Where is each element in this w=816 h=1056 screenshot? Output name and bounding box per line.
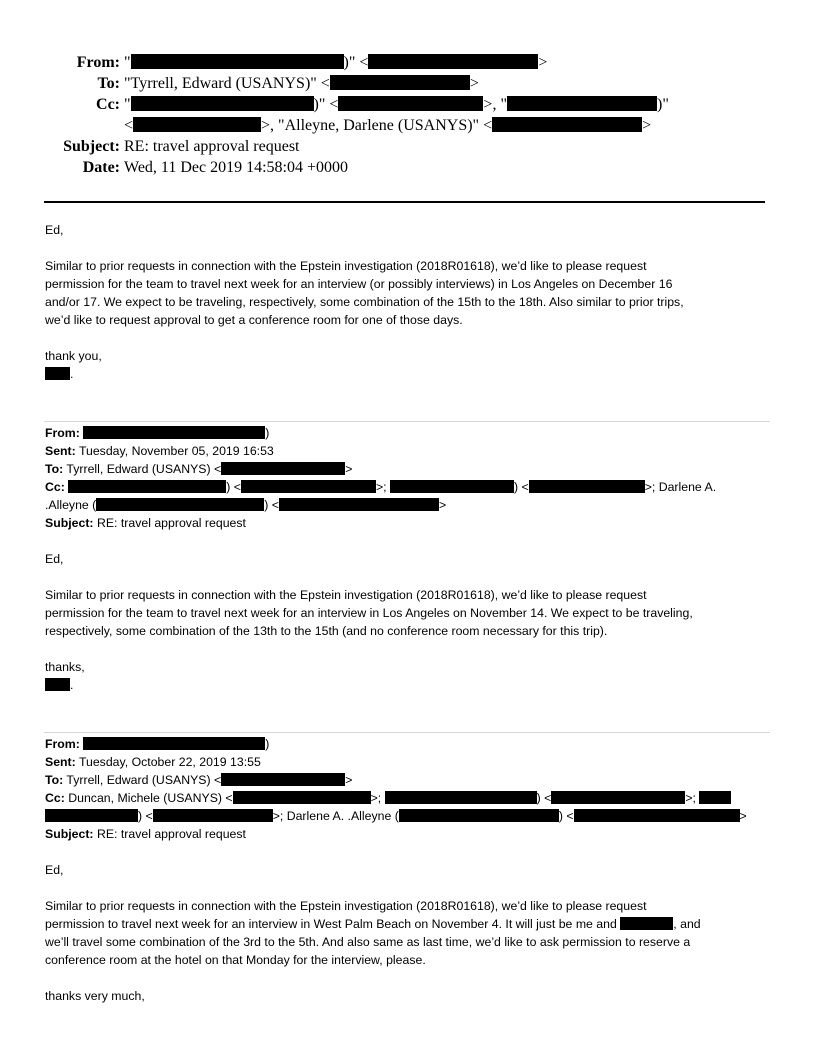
body-line: respectively, some combination of the 13th to the 15th (and no conference room necessary for this trip). [45,624,608,638]
header-from-row: From: " )" < > [76,54,548,71]
body-line: Similar to prior requests in connection with the Epstein investigation (2018R01618), we’d like to please request [45,899,647,913]
date-label: Date: [82,159,120,176]
cc-label: Cc: [96,96,120,113]
message-separator [44,421,770,422]
greeting: Ed, [45,863,64,877]
redaction-box [45,678,70,691]
email3-to: To: Tyrrell, Edward (USANYS) < > [45,773,353,787]
message-body-1 [45,221,775,383]
redaction-box [279,498,439,511]
body-line: Similar to prior requests in connection with the Epstein investigation (2018R01618), we’d like to please request [45,259,647,273]
header-divider [44,201,765,203]
header-to-row: To: "Tyrrell, Edward (USANYS)" < > [97,75,479,92]
body-line: Similar to prior requests in connection with the Epstein investigation (2018R01618), we’d like to please request [45,588,647,602]
redaction-box [507,96,657,111]
body-line: permission for the team to travel next week for an interview in Los Angeles on November 14. We expect to be traveling, [45,606,693,620]
email2-cc: Cc: ) < >; ) < >; Darlene A. [45,480,717,494]
email3-subject: Subject: RE: travel approval request [45,827,246,841]
email3-cc: Cc: Duncan, Michele (USANYS) < >; ) < >; [45,789,775,807]
redaction-box [492,117,642,132]
redaction-box [699,791,731,804]
redaction-box [390,480,514,493]
email2-to: To: Tyrrell, Edward (USANYS) < > [45,462,353,476]
redaction-box [45,809,138,822]
greeting: Ed, [45,223,64,237]
header-subject-row [0,136,816,157]
header-cc-row: Cc: " )" < >, " )" [96,96,669,113]
body-line: permission to travel next week for an interview in West Palm Beach on November 4. It will just be me and , and [45,917,701,931]
redaction-box [131,54,344,69]
subject-label: Subject: [63,138,120,155]
closing: thanks very much, [45,989,145,1003]
message-separator [44,732,770,733]
to-value: "Tyrrell, Edward (USANYS)" < [124,75,330,92]
subject-value: RE: travel approval request [124,138,300,155]
signature: . [45,365,775,383]
email2-sent: Sent: Tuesday, November 05, 2019 16:53 [45,444,274,458]
redaction-box [83,426,265,439]
redaction-box [221,773,345,786]
closing: thanks, [45,660,85,674]
email3-sent: Sent: Tuesday, October 22, 2019 13:55 [45,755,261,769]
redaction-box [83,737,265,750]
redaction-box [620,917,673,930]
redaction-box [153,809,273,822]
redaction-box [133,117,261,132]
from-label: From: [76,54,120,71]
redaction-box [368,54,538,69]
email2-subject: Subject: RE: travel approval request [45,516,246,530]
email2-from: From: ) [45,426,270,440]
redaction-box [131,96,314,111]
redaction-box [551,791,685,804]
redaction-box [233,791,371,804]
redaction-box [574,809,740,822]
redaction-box [96,498,264,511]
redaction-box [385,791,537,804]
redaction-box [68,480,226,493]
redaction-box [399,809,559,822]
body-line: conference room at the hotel on that Monday for the interview, please. [45,953,426,967]
redaction-box [338,96,483,111]
quoted-email-3 [45,735,775,1005]
closing: thank you, [45,349,102,363]
body-line: we’d like to request approval to get a conference room for one of those days. [45,313,463,327]
signature: . [45,676,775,694]
body-line: and/or 17. We expect to be traveling, respectively, some combination of the 15th to the 18th. Also similar to prior trips, [45,295,684,309]
quoted-email-2 [45,424,775,694]
header-cc-row-2: < >, "Alleyne, Darlene (USANYS)" < > [124,117,652,134]
header-date-row [0,157,816,178]
redaction-box [330,75,470,90]
redaction-box [221,462,345,475]
body-line: permission for the team to travel next week for an interview (or possibly interviews) in Los Angeles on December 16 [45,277,673,291]
body-line: we’ll travel some combination of the 3rd to the 5th. And also same as last time, we’d like to ask permission to reserve a [45,935,691,949]
email-header [0,52,816,178]
greeting: Ed, [45,552,64,566]
redaction-box [241,480,376,493]
email2-cc-2: .Alleyne ( ) < > [45,498,447,512]
to-label: To: [97,75,120,92]
email3-cc-2: ) < >; Darlene A. .Alleyne ( ) < > [45,807,775,825]
email3-from: From: ) [45,737,270,751]
redaction-box [529,480,645,493]
date-value: Wed, 11 Dec 2019 14:58:04 +0000 [124,159,348,176]
redaction-box [45,367,70,380]
